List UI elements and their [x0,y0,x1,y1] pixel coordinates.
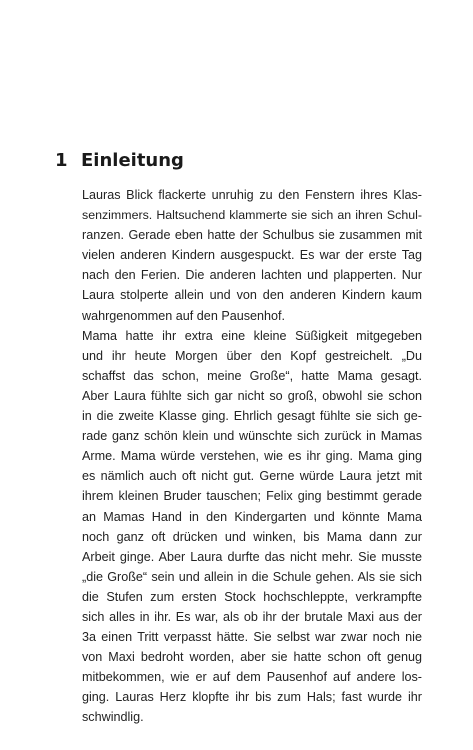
text-line: die Stufen zum ersten Stock hochschleppte, verkrampfte [82,589,422,604]
text-line: Aber Laura fühlte sich gar nicht so groß, obwohl sie schon [82,388,422,403]
text-line: rade ganz schön klein und wünschte sich zurück in Mamas [82,429,422,444]
text-line: 3a einen Tritt verpasst hätte. Sie selbst war zwar noch nie [82,630,422,645]
body-text [82,185,422,728]
text-line: Mama hatte ihr extra eine kleine Süßigkeit mitgegeben [82,328,422,343]
text-line: sich alles in ihr. Es war, als ob ihr der brutale Maxi aus der [82,609,422,624]
text-line: ranzen. Gerade eben hatte der Schulbus sie zusammen mit [82,228,422,243]
text-line: Arme. Mama würde verstehen, wie es ihr ging. Mama ging [82,449,422,464]
chapter-heading [55,150,184,172]
text-line: Laura stolperte allein und von den anderen Kindern kaum [82,288,422,303]
text-line: Lauras Blick flackerte unruhig zu den Fenstern ihres Klas- [82,188,422,202]
chapter-number: 1 [55,150,68,171]
text-line: von Maxi bedroht worden, aber sie hatte schon oft genug [82,650,422,665]
text-line: nach den Ferien. Die anderen lachten und plapperten. Nur [82,268,422,283]
text-line: schwindlig. [82,710,144,725]
text-line: Arbeit ginge. Aber Laura durfte das nicht mehr. Sie musste [82,549,422,564]
text-line: und ihr heute Morgen über den Kopf gestreichelt. „Du [82,348,422,363]
text-line: ihrem kleinen Bruder tauschen; Felix ging bestimmt gerade [82,489,422,504]
text-line: vielen anderen Kindern ausgespuckt. Es war der erste Tag [82,248,422,263]
text-line: senzimmers. Haltsuchend klammerte sie sich an ihren Schul- [82,208,422,223]
text-line: noch ganz oft drücken und winken, bis Mama dann zur [82,529,422,544]
chapter-title: Einleitung [81,150,184,171]
text-line: mitbekommen, wie er auf dem Pausenhof auf andere los- [82,670,422,685]
text-line: wahrgenommen auf den Pausenhof. [82,308,286,323]
text-line: ging. Lauras Herz klopfte ihr bis zum Hals; fast wurde ihr [82,690,422,705]
text-line: an Mamas Hand in den Kindergarten und könnte Mama [82,509,422,524]
text-line: in die zweite Klasse ging. Ehrlich gesagt fühlte sie sich ge- [82,409,422,424]
text-line: „die Große“ sein und allein in die Schule gehen. Als sie sich [82,569,422,584]
text-line: es nämlich auch oft nicht gut. Gerne würde Laura jetzt mit [82,469,422,484]
text-line: schaffst das schon, meine Große“, hatte Mama gesagt. [82,368,422,383]
